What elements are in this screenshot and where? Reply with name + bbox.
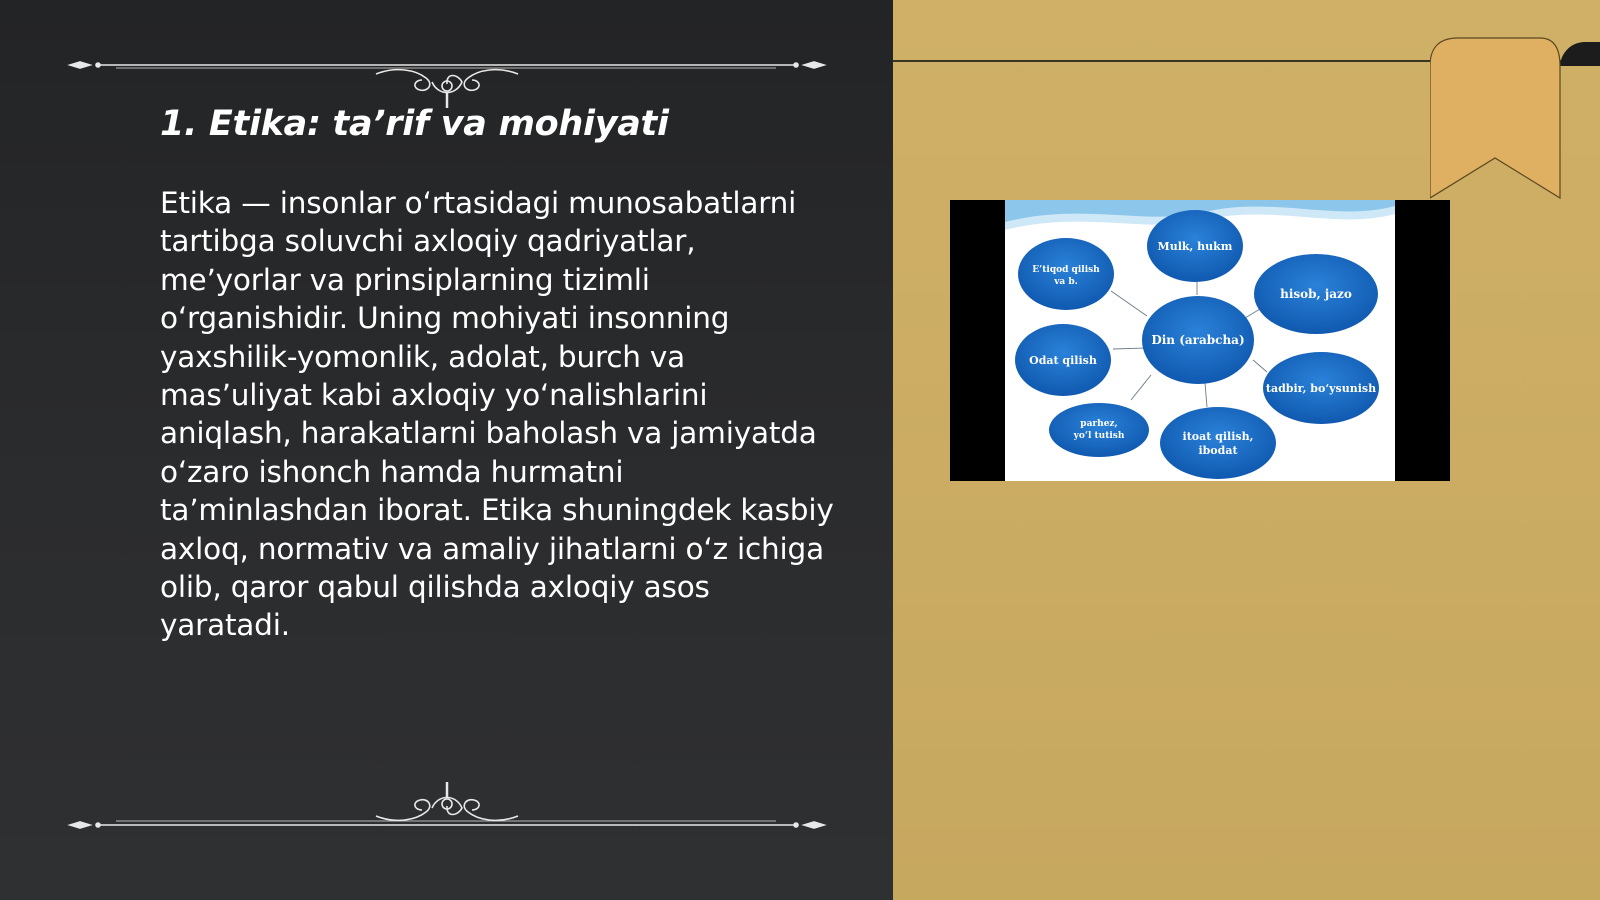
bookmark-ribbon-icon — [1430, 28, 1600, 203]
top-ornament-divider — [66, 52, 828, 112]
node-itoat-label-1: itoat qilish, — [1182, 430, 1254, 443]
node-mulk-label: Mulk, hukm — [1157, 240, 1233, 253]
node-parhez-label-2: yo‘l tutish — [1073, 431, 1125, 441]
node-din-label: Din (arabcha) — [1151, 333, 1245, 347]
node-etiqod-label-2: va b. — [1054, 277, 1078, 287]
bottom-ornament-divider — [66, 772, 828, 832]
diagram-image-content — [1005, 200, 1395, 481]
din-concept-diagram — [1005, 200, 1395, 481]
node-odat-label: Odat qilish — [1029, 354, 1097, 367]
node-itoat-label-2: ibodat — [1198, 444, 1238, 457]
node-parhez — [1049, 403, 1149, 457]
node-itoat — [1160, 407, 1276, 479]
node-tadbir-label: tadbir, bo‘ysunish — [1265, 382, 1377, 395]
node-hisob-label: hisob, jazo — [1280, 287, 1352, 301]
node-etiqod-label-1: E’tiqod qilish — [1032, 265, 1100, 275]
slide-title: 1. Etika: ta’rif va mohiyati — [160, 104, 669, 144]
diagram-image — [950, 200, 1450, 481]
slide-body-text: Etika — insonlar o‘rtasidagi munosabatlarni tartibga soluvchi axloqiy qadriyatlar, me’yorlar va prinsiplarning tizimli o‘rganishidir. Uning mohiyati insonning yaxshilik-yomonlik, adolat, burch va mas’uliyat kabi axloqiy yo‘nalishlarini aniqlash, harakatlarni baholash va jamiyatda o‘zaro ishonch hamda hurmatni ta’minlashdan iborat. Etika shuningdek kasbiy axloq, normativ va amaliy jihatlarni o‘z ichiga olib, qaror qabul qilishda axloqiy asos yaratadi. — [160, 186, 834, 643]
node-parhez-label-1: parhez, — [1080, 419, 1118, 429]
